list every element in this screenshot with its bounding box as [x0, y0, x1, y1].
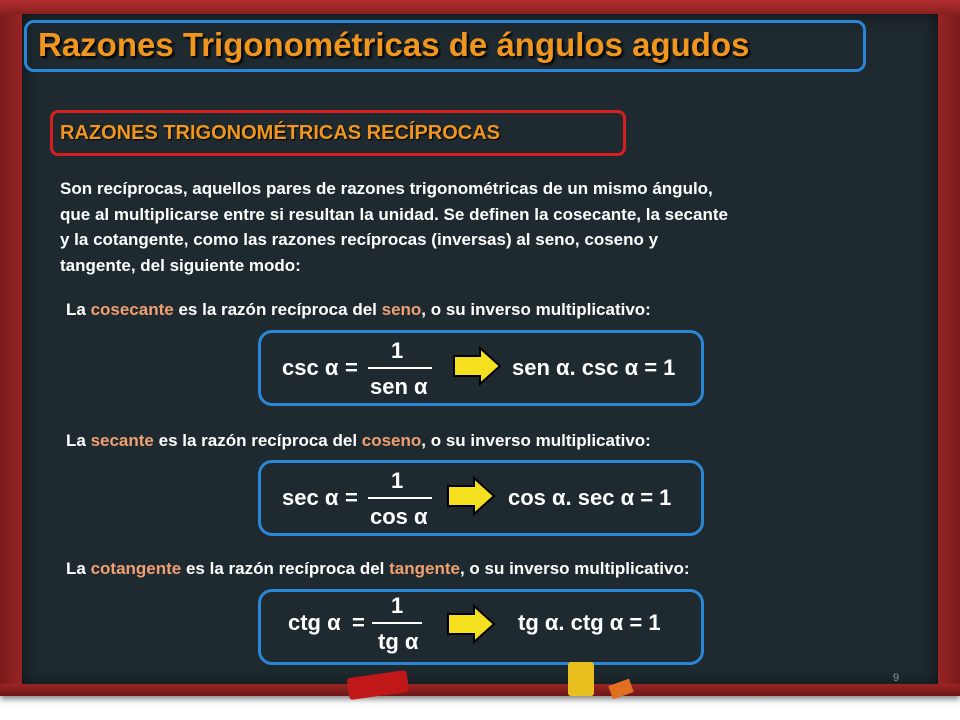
yellow-chalk-icon [568, 662, 594, 696]
secante-sentence [66, 431, 651, 451]
fraction-denominator: tg α [378, 629, 419, 654]
fraction-numerator: 1 [391, 338, 404, 363]
term-coseno: coseno [361, 431, 422, 450]
sentence-post: , o su inverso multiplicativo: [459, 559, 690, 578]
fraction-bar [368, 367, 432, 369]
intro-line: Son recíprocas, aquellos pares de razones trigonométricas de un mismo ángulo, [60, 179, 713, 198]
chalk-ledge [0, 684, 960, 696]
sentence-post: , o su inverso multiplicativo: [421, 431, 651, 450]
fraction-bar [372, 622, 422, 624]
equals-sign: = [352, 610, 365, 635]
sec-lhs: sec α [282, 485, 339, 510]
sentence-post: , o su inverso multiplicativo: [421, 300, 651, 319]
ctg-lhs: ctg α [288, 610, 341, 635]
equals-sign: = [345, 355, 358, 380]
term-tangente: tangente [389, 559, 460, 578]
yellow-arrow-icon [446, 476, 496, 516]
intro-line: tangente, del siguiente modo: [60, 255, 301, 275]
term-cotangente: cotangente [90, 559, 182, 578]
fraction-bar [368, 497, 432, 499]
ctg-product-identity: tg α. ctg α = 1 [518, 610, 661, 635]
fraction-denominator: cos α [370, 504, 428, 529]
yellow-arrow-icon [446, 604, 496, 644]
fraction-numerator: 1 [391, 468, 404, 493]
cosecante-sentence [66, 300, 651, 320]
slide-number: 9 [893, 672, 900, 684]
csc-lhs: csc α [282, 355, 339, 380]
equals-sign: = [345, 485, 358, 510]
sentence-mid: es la razón recíproca del [181, 559, 390, 578]
sentence-pre: La [66, 431, 91, 450]
yellow-arrow-icon [452, 346, 502, 386]
sentence-mid: es la razón recíproca del [173, 300, 382, 319]
term-cosecante: cosecante [90, 300, 174, 319]
intro-line: y la cotangente, como las razones recíprocas (inversas) al seno, coseno y [60, 230, 659, 249]
intro-line: que al multiplicarse entre si resultan la unidad. Se definen la cosecante, la secante [60, 204, 728, 224]
section-subtitle: RAZONES TRIGONOMÉTRICAS RECÍPROCAS [60, 122, 501, 144]
intro-paragraph [60, 176, 910, 278]
cotangente-sentence [66, 559, 690, 579]
sentence-pre: La [66, 300, 91, 319]
term-seno: seno [381, 300, 422, 319]
frame-top-rail [0, 0, 960, 14]
slide-title: Razones Trigonométricas de ángulos agudos [38, 26, 750, 63]
term-secante: secante [90, 431, 154, 450]
fraction-numerator: 1 [391, 593, 404, 618]
sentence-mid: es la razón recíproca del [153, 431, 362, 450]
sentence-pre: La [66, 559, 91, 578]
csc-product-identity: sen α. csc α = 1 [512, 355, 676, 380]
sec-product-identity: cos α. sec α = 1 [508, 485, 672, 510]
fraction-denominator: sen α [370, 374, 428, 399]
